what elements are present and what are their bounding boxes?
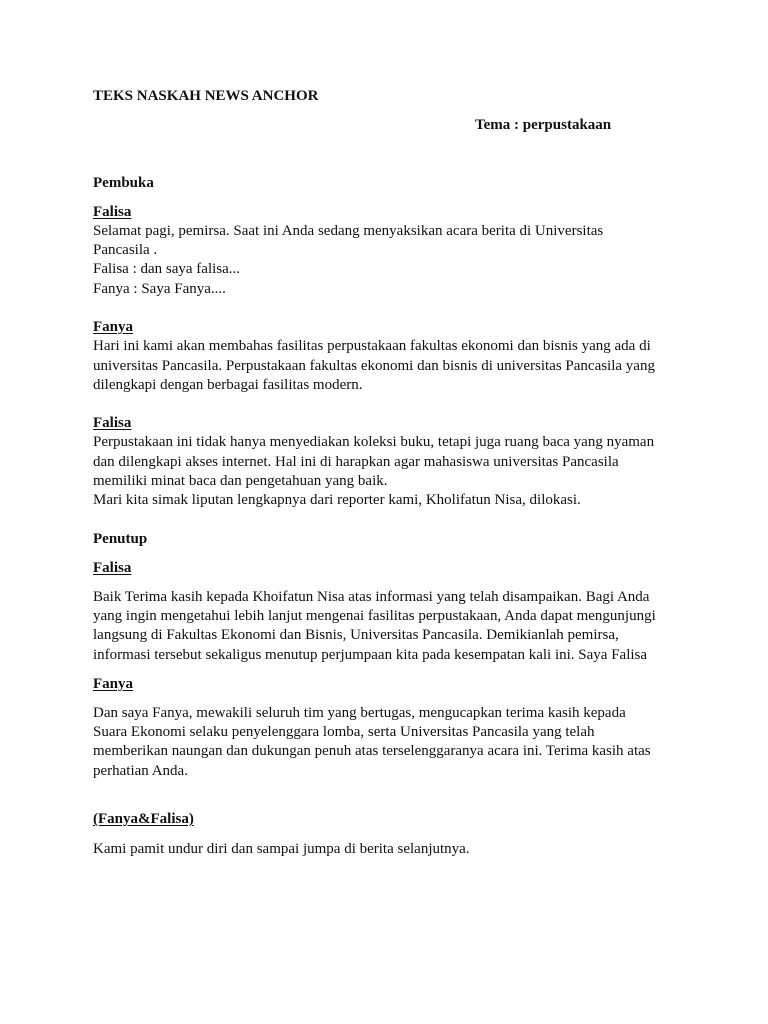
paragraph-line: Perpustakaan ini tidak hanya menyediakan koleksi buku, tetapi juga ruang baca yang nyaman: [93, 434, 655, 450]
paragraph-line: langsung di Fakultas Ekonomi dan Bisnis, Universitas Pancasila. Demikianlah pemirsa,: [93, 627, 619, 643]
paragraph-line: Selamat pagi, pemirsa. Saat ini Anda sedang menyaksikan acara berita di Universitas: [93, 223, 604, 239]
speaker-label: Falisa: [93, 560, 132, 576]
paragraph-line: informasi tersebut sekaligus menutup perjumpaan kita pada kesempatan kali ini. Saya Falisa: [93, 647, 648, 663]
speaker-label: Falisa: [93, 204, 132, 220]
paragraph-line: memiliki minat baca dan pengetahuan yang baik.: [93, 473, 388, 489]
paragraph-line: Hari ini kami akan membahas fasilitas perpustakaan fakultas ekonomi dan bisnis yang ada di: [93, 338, 651, 354]
paragraph-line: Pancasila .: [93, 242, 158, 258]
speaker-label: Fanya: [93, 319, 134, 335]
paragraph-line: Suara Ekonomi selaku penyelenggara lomba, serta Universitas Pancasila yang telah: [93, 724, 595, 740]
paragraph-line: perhatian Anda.: [93, 763, 188, 779]
paragraph-line: yang ingin mengetahui lebih lanjut mengenai fasilitas perpustakaan, Anda dapat mengunjungi: [93, 608, 656, 624]
section-heading-pembuka: Pembuka: [93, 175, 154, 191]
paragraph-line: Kami pamit undur diri dan sampai jumpa di berita selanjutnya.: [93, 841, 470, 857]
paragraph-line: Fanya : Saya Fanya....: [93, 281, 226, 297]
speaker-label: Falisa: [93, 415, 132, 431]
speaker-label: Fanya: [93, 676, 134, 692]
document-theme: Tema : perpustakaan: [475, 117, 612, 133]
paragraph-line: Falisa : dan saya falisa...: [93, 261, 241, 277]
section-heading-penutup: Penutup: [93, 531, 148, 547]
paragraph-line: Dan saya Fanya, mewakili seluruh tim yang bertugas, mengucapkan terima kasih kepada: [93, 705, 626, 721]
paragraph-line: memberikan naungan dan dukungan penuh atas terselenggaranya acara ini. Terima kasih atas: [93, 743, 651, 759]
paragraph-line: Mari kita simak liputan lengkapnya dari reporter kami, Kholifatun Nisa, dilokasi.: [93, 492, 581, 508]
document-title: TEKS NASKAH NEWS ANCHOR: [93, 88, 319, 104]
paragraph-line: Baik Terima kasih kepada Khoifatun Nisa atas informasi yang telah disampaikan. Bagi Anda: [93, 589, 650, 605]
paragraph-line: dan dilengkapi akses internet. Hal ini di harapkan agar mahasiswa universitas Pancasila: [93, 454, 619, 470]
paragraph-line: universitas Pancasila. Perpustakaan fakultas ekonomi dan bisnis di universitas Pancasila yang: [93, 358, 655, 374]
speaker-label: (Fanya&Falisa): [93, 811, 194, 827]
paragraph-line: dilengkapi dengan berbagai fasilitas modern.: [93, 377, 363, 393]
